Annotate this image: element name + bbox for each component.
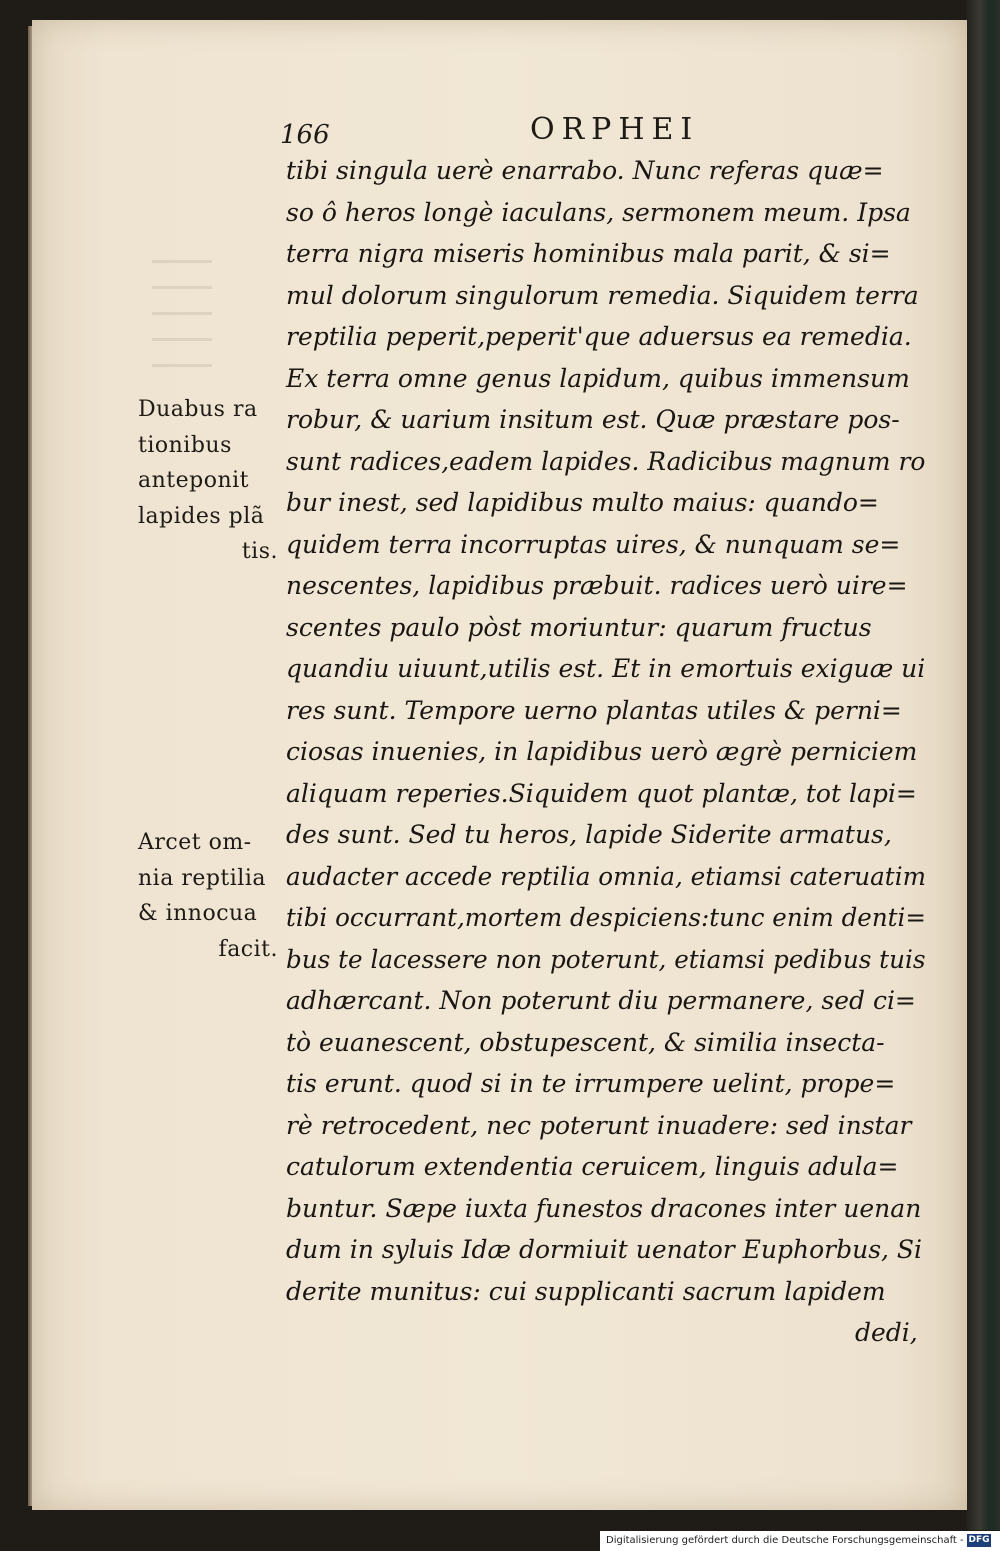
text-line: bus te lacessere non poterunt, etiamsi pedibus tuis — [286, 944, 926, 974]
margin-note-line: tionibus — [138, 432, 232, 458]
text-line: robur, & uarium insitum est. Quæ præstare pos- — [286, 405, 900, 434]
show-through-bleed — [152, 260, 212, 380]
digitization-credit: Digitalisierung gefördert durch die Deutsche Forschungsgemeinschaft - — [606, 1535, 964, 1546]
margin-note-line: tis. — [241, 539, 278, 564]
text-line: adhærcant. Non poterunt diu permanere, sed ci= — [286, 986, 916, 1015]
text-line: tibi occurrant,mortem despiciens:tunc enim denti= — [286, 903, 926, 932]
text-line: mul dolorum singulorum remedia. Siquidem terra — [286, 280, 919, 310]
text-line: nescentes, lapidibus præbuit. radices uerò uire= — [286, 571, 908, 600]
text-line: tibi singula uerè enarrabo. Nunc referas quæ= — [286, 156, 884, 185]
body-text — [286, 150, 926, 1312]
catchword: dedi, — [855, 1318, 918, 1347]
text-line: audacter accede reptilia omnia, etiamsi cateruatim — [286, 861, 926, 891]
text-line: catulorum extendentia ceruicem, linguis adula= — [286, 1152, 899, 1181]
text-line: sunt radices,eadem lapides. Radicibus magnum ro — [286, 446, 926, 476]
page-number: 166 — [280, 120, 330, 150]
text-line: Ex terra omne genus lapidum, quibus immensum — [286, 363, 910, 393]
margin-note-line: lapides plã — [138, 503, 265, 529]
text-line: quidem terra incorruptas uires, & nunquam se= — [286, 529, 901, 559]
text-line: so ô heros longè iaculans, sermonem meum. Ipsa — [286, 197, 911, 227]
text-line: bur inest, sed lapidibus multo maius: quando= — [286, 488, 879, 517]
text-line: rè retrocedent, nec poterunt inuadere: sed instar — [286, 1110, 912, 1140]
margin-note-line: & innocua — [138, 901, 258, 926]
text-line: reptilia peperit,peperit'que aduersus ea remedia. — [286, 322, 912, 351]
margin-note-line: Arcet om- — [138, 830, 252, 855]
margin-note-line: anteponit — [138, 468, 250, 493]
book-spine-edge — [966, 0, 1000, 1530]
text-line: scentes paulo pòst moriuntur: quarum fructus — [286, 612, 872, 642]
margin-note-line: nia reptilia — [138, 865, 266, 891]
dfg-logo-icon[interactable]: DFG — [968, 1535, 990, 1545]
text-line: buntur. Sæpe iuxta funestos dracones inter uenan — [286, 1193, 922, 1223]
text-line: ciosas inuenies, in lapidibus uerò ægrè perniciem — [286, 737, 918, 766]
text-line: aliquam reperies.Siquidem quot plantæ, tot lapi= — [286, 778, 917, 808]
margin-note-lapides — [138, 392, 278, 570]
text-line: des sunt. Sed tu heros, lapide Siderite armatus, — [286, 820, 892, 849]
text-line: tò euanescent, obstupescent, & similia insecta- — [286, 1027, 885, 1057]
text-line: quandiu uiuunt,utilis est. Et in emortuis exiguæ ui — [286, 654, 926, 683]
margin-note-line: Duabus ra — [138, 397, 258, 422]
text-line: dum in syluis Idæ dormiuit uenator Euphorbus, Si — [286, 1235, 923, 1264]
text-line: tis erunt. quod si in te irrumpere uelint, prope= — [286, 1069, 896, 1098]
running-title: ORPHEI — [530, 112, 700, 147]
text-line: res sunt. Tempore uerno plantas utiles & perni= — [286, 695, 902, 725]
text-line: terra nigra miseris hominibus mala parit, & si= — [286, 239, 891, 268]
margin-note-reptilia — [138, 825, 278, 967]
text-line: derite munitus: cui supplicanti sacrum lapidem — [286, 1276, 886, 1306]
margin-note-line: facit. — [218, 936, 278, 962]
